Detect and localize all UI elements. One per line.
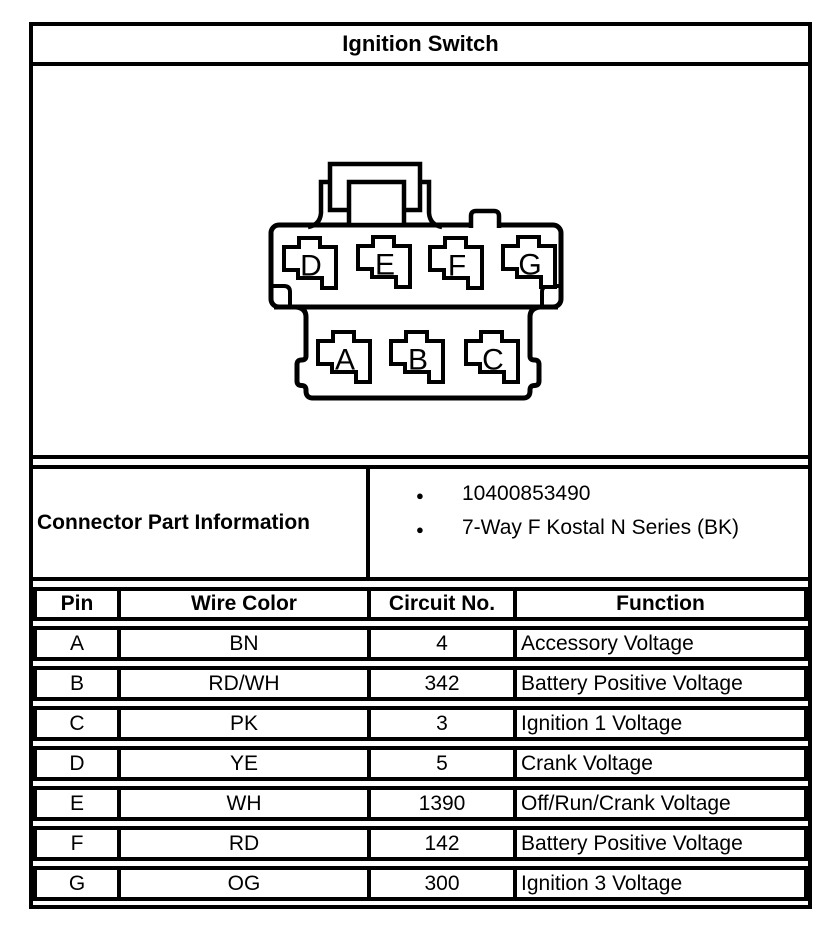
header-cell-function: Function [616,592,705,615]
cell-function: Battery Positive Voltage [521,831,743,855]
cell-circuit-no: 4 [371,630,517,657]
cell-wire-color: RD [121,830,371,857]
alignment-bump [471,211,499,228]
bullet-icon: ● [416,522,424,537]
table-row-e [33,786,808,821]
part-info-list [370,469,808,577]
part-number: 10400853490 [462,482,591,505]
page-title: Ignition Switch [33,26,808,66]
cell-pin: G [37,870,121,897]
table-row-a [33,626,808,661]
cell-circuit-no: 342 [371,670,517,697]
cell-wire-color: WH [121,790,371,817]
cell-pin: C [37,710,121,737]
cell-function: Ignition 3 Voltage [521,871,683,895]
cell-circuit-no: 3 [371,710,517,737]
cell-circuit-no: 142 [371,830,517,857]
part-info-label: Connector Part Information [33,469,370,577]
cell-wire-color: OG [121,870,371,897]
cell-pin: E [37,790,121,817]
cell-function: Crank Voltage [521,751,653,775]
cell-pin: B [37,670,121,697]
pin-table [33,587,808,901]
table-header-row [33,587,808,621]
table-row-c [33,706,808,741]
table-row-g [33,866,808,901]
header-cell-pin: Pin [37,591,121,617]
latch-inner [349,182,404,225]
bullet-icon: ● [416,488,424,503]
connector-diagram-area [33,66,808,459]
cell-function: Battery Positive Voltage [521,671,743,695]
cell-wire-color: YE [121,750,371,777]
cell-wire-color: RD/WH [121,670,371,697]
pin-label-d: D [300,249,322,283]
header-cell-wire-color: Wire Color [121,591,371,617]
cell-wire-color: PK [121,710,371,737]
pin-label-b: B [407,343,429,377]
cell-pin: F [37,830,121,857]
cell-function: Accessory Voltage [521,631,694,655]
part-description: 7-Way F Kostal N Series (BK) [462,516,739,539]
cell-circuit-no: 5 [371,750,517,777]
page-frame [29,22,812,909]
part-info-item [370,478,808,512]
pin-label-f: F [447,249,467,283]
cell-function: Ignition 1 Voltage [521,711,683,735]
cell-pin: D [37,750,121,777]
pin-label-a: A [334,343,356,377]
cell-circuit-no: 300 [371,870,517,897]
table-row-b [33,666,808,701]
cell-pin: A [37,630,121,657]
pin-label-c: C [482,343,504,377]
cell-wire-color: BN [121,630,371,657]
part-info-item [370,512,808,546]
table-row-f [33,826,808,861]
cell-circuit-no: 1390 [371,790,517,817]
part-info-section [33,465,808,581]
header-cell-circuit-no: Circuit No. [371,591,517,617]
cell-function: Off/Run/Crank Voltage [521,791,731,815]
pin-label-g: G [518,248,542,282]
connector-face-diagram [268,150,568,410]
pin-label-e: E [374,248,396,282]
table-row-d [33,746,808,781]
